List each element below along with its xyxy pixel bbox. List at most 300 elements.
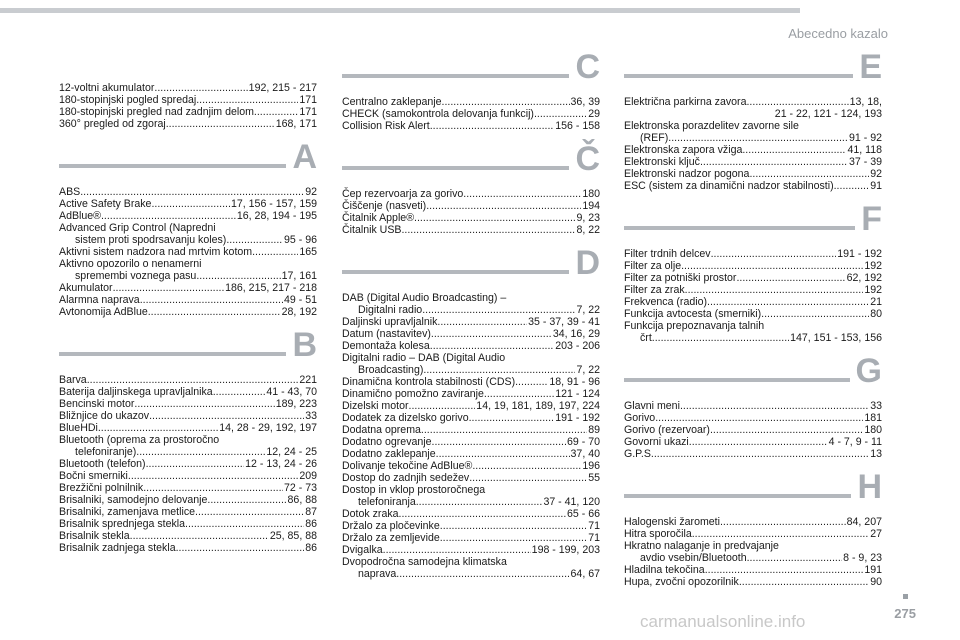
entry-term: Brezžični polnilnik	[59, 482, 144, 494]
entry-term: Baterija daljinskega upravljalnika	[59, 386, 213, 398]
index-entry	[59, 106, 317, 118]
entry-term: Brisalniki, samodejno delovanje	[59, 494, 208, 506]
index-entry	[59, 434, 317, 458]
entry-term: AdBlue®	[59, 210, 101, 222]
entry-term: Alarmna naprava	[59, 294, 140, 306]
index-entry	[624, 284, 882, 296]
section-letter: A	[286, 140, 317, 174]
index-entry	[624, 576, 882, 588]
entry-leader	[252, 246, 298, 258]
index-entry	[59, 94, 317, 106]
entry-term: Dodatna oprema	[342, 424, 421, 436]
entry-pages: 168, 171	[275, 118, 317, 130]
index-entry	[624, 248, 882, 260]
entry-pages: 191	[864, 564, 882, 576]
section-letter: G	[850, 354, 882, 388]
index-entry	[59, 198, 317, 210]
index-entry	[624, 320, 882, 344]
entry-leader	[534, 108, 587, 120]
entry-leader	[154, 82, 247, 94]
entry-term: Elektronski nadzor pogona	[624, 168, 750, 180]
index-entry	[624, 424, 882, 436]
entry-pages: 18, 91 - 96	[549, 376, 600, 388]
entry-term: Dodatno zaklepanje	[342, 448, 436, 460]
entry-pages: 90	[870, 576, 882, 588]
entry-pages: 186, 215, 217 - 218	[225, 282, 317, 294]
entry-term: Active Safety Brake	[59, 198, 152, 210]
section-header	[624, 468, 882, 506]
page-number: 275	[894, 606, 916, 621]
page-marker	[903, 594, 908, 599]
entry-pages-continued: 21 - 22, 121 - 124, 193	[774, 108, 882, 120]
index-entry	[624, 168, 882, 180]
entry-leader	[747, 552, 843, 564]
entry-pages: 181	[864, 412, 882, 424]
entry-leader	[166, 118, 275, 130]
entry-leader	[655, 412, 863, 424]
entry-term: Filter trdnih delcev	[624, 248, 711, 260]
entry-term: ABS	[59, 186, 81, 198]
entry-leader	[652, 332, 789, 344]
index-entry	[624, 260, 882, 272]
index-entry	[342, 292, 600, 316]
index-entry	[342, 376, 600, 388]
entry-term: Aktivno opozorilo o nenamerni	[59, 258, 202, 270]
entry-pages: 84, 207	[846, 516, 882, 528]
section-letter: D	[569, 246, 600, 280]
entry-pages: 71	[588, 520, 600, 532]
entry-pages: 95 - 96	[284, 234, 317, 246]
entry-pages: 171	[299, 94, 317, 106]
entry-term: Datum (nastavitev)	[342, 328, 431, 340]
section-letter: E	[853, 50, 882, 84]
entry-pages: 69 - 70	[567, 436, 600, 448]
entry-term: G.P.S.	[624, 448, 654, 460]
entry-term: Gorivo	[624, 412, 656, 424]
entry-term: CHECK (samokontrola delovanja funkcij)	[342, 108, 534, 120]
entry-leader	[469, 472, 587, 484]
index-entry	[59, 482, 317, 494]
entry-leader	[668, 132, 848, 144]
entry-pages: 41 - 43, 70	[266, 386, 317, 398]
entry-term: 180-stopinjski pogled spredaj	[59, 94, 197, 106]
index-entry	[59, 458, 317, 470]
entry-leader	[689, 436, 828, 448]
entry-pages: 49 - 51	[284, 294, 317, 306]
entry-subterm: telefoniranja	[358, 496, 416, 508]
entry-leader	[254, 106, 298, 118]
entry-pages: 65 - 66	[567, 508, 600, 520]
entry-term: Brisalniki, zamenjava metlice	[59, 506, 196, 518]
entry-term: Električna parkirna zavora	[624, 96, 747, 108]
entry-leader	[711, 248, 837, 260]
entry-leader	[739, 576, 869, 588]
entry-pages: 71	[588, 532, 600, 544]
entry-term: Frekvenca (radio)	[624, 296, 708, 308]
index-entry	[342, 436, 600, 448]
entry-pages: 7, 22	[576, 364, 600, 376]
entry-leader	[416, 496, 543, 508]
index-column-3	[624, 48, 882, 588]
entry-term: Elektronski ključ	[624, 156, 700, 168]
section-header	[59, 326, 317, 364]
entry-term: Aktivni sistem nadzora nad mrtvim kotom	[59, 246, 253, 258]
entry-pages: 28, 192	[281, 306, 317, 318]
entry-pages: 196	[582, 460, 600, 472]
entry-pages: 4 - 7, 9 - 11	[828, 436, 882, 448]
index-entry	[342, 352, 600, 376]
entry-term: Brisalnik stekla	[59, 530, 130, 542]
entry-leader	[437, 316, 527, 328]
entry-pages: 192	[864, 284, 882, 296]
entry-pages: 33	[305, 410, 317, 422]
entry-term: Halogenski žarometi	[624, 516, 720, 528]
chapter-title: Abecedno kazalo	[788, 26, 888, 41]
entry-pages: 29	[588, 108, 600, 120]
entry-leader	[463, 188, 581, 200]
entry-leader	[705, 564, 864, 576]
header-bar	[0, 8, 800, 13]
section-header	[342, 244, 600, 282]
entry-leader	[469, 412, 555, 424]
entry-term: Držalo za pločevinke	[342, 520, 440, 532]
entry-pages: 192	[864, 260, 882, 272]
entry-pages: 7, 22	[576, 304, 600, 316]
index-entry	[624, 400, 882, 412]
entry-term: Collision Risk Alert	[342, 120, 430, 132]
entry-leader	[196, 270, 280, 282]
index-entry	[59, 470, 317, 482]
entry-leader	[87, 374, 299, 386]
entry-term: Bluetooth (telefon)	[59, 458, 146, 470]
entry-leader	[680, 400, 869, 412]
entry-leader	[720, 516, 846, 528]
index-entry	[624, 272, 882, 284]
entry-pages: 14, 19, 181, 189, 197, 224	[476, 400, 600, 412]
entry-term: Glavni meni	[624, 400, 680, 412]
entry-leader	[140, 294, 283, 306]
section-divider	[624, 378, 882, 382]
entry-pages: 36, 39	[570, 96, 600, 108]
section-divider	[624, 74, 882, 78]
entry-leader	[710, 424, 863, 436]
entry-leader	[98, 422, 218, 434]
index-entry	[342, 340, 600, 352]
entry-pages: 80	[870, 308, 882, 320]
entry-term: Govorni ukazi	[624, 436, 689, 448]
entry-pages: 171	[299, 106, 317, 118]
entry-leader	[134, 398, 274, 410]
entry-pages: 92	[870, 168, 882, 180]
entry-leader	[176, 542, 305, 554]
entry-pages: 17, 161	[281, 270, 317, 282]
index-entry	[59, 494, 317, 506]
entry-subterm: Broadcasting)	[358, 364, 424, 376]
index-entry	[342, 424, 600, 436]
section-divider	[59, 164, 317, 168]
index-entry	[624, 564, 882, 576]
entry-leader	[742, 144, 846, 156]
index-entry	[624, 180, 882, 192]
entry-pages: 86, 88	[287, 494, 317, 506]
watermark: carmanualsonline.info	[640, 612, 806, 631]
entry-leader	[195, 506, 304, 518]
index-entry	[59, 186, 317, 198]
section-divider	[59, 352, 317, 356]
entry-leader	[151, 198, 230, 210]
index-entry	[342, 532, 600, 544]
entry-leader	[383, 544, 531, 556]
entry-term: Dvopodročna samodejna klimatska	[342, 556, 507, 568]
section-letter: F	[855, 202, 882, 236]
entry-pages: 13	[870, 448, 882, 460]
entry-pages: 21	[870, 296, 882, 308]
entry-term: Funkcija avtocesta (smerniki)	[624, 308, 762, 320]
index-entry	[342, 328, 600, 340]
entry-subterm: naprava	[358, 568, 397, 580]
entry-leader	[399, 508, 566, 520]
index-entry	[342, 520, 600, 532]
index-entry	[342, 544, 600, 556]
entry-pages: 180	[582, 188, 600, 200]
index-entry	[624, 448, 882, 460]
entry-leader	[761, 308, 869, 320]
entry-pages: 25, 85, 88	[269, 530, 317, 542]
entry-pages: 91 - 92	[849, 132, 882, 144]
index-entry	[342, 188, 600, 200]
index-entry	[624, 144, 882, 156]
entry-pages: 12 - 13, 24 - 26	[245, 458, 317, 470]
entry-leader	[685, 284, 864, 296]
entry-term: Centralno zaklepanje	[342, 96, 442, 108]
entry-term: Elektronska porazdelitev zavorne sile	[624, 120, 799, 132]
entry-leader	[440, 520, 587, 532]
index-entry	[59, 294, 317, 306]
index-entry	[342, 400, 600, 412]
entry-term: 180-stopinjski pregled nad zadnjim delom	[59, 106, 254, 118]
entry-term: Filter za zrak	[624, 284, 685, 296]
index-entry	[59, 506, 317, 518]
section-letter: B	[286, 328, 317, 362]
entry-pages: 14, 28 - 29, 192, 197	[219, 422, 317, 434]
entry-leader	[149, 410, 304, 422]
index-entry	[59, 410, 317, 422]
index-entry	[624, 296, 882, 308]
entry-pages: 209	[299, 470, 317, 482]
index-column-1	[59, 82, 317, 554]
entry-pages: 37 - 41, 120	[543, 496, 600, 508]
entry-subterm: telefoniranje)	[75, 446, 137, 458]
entry-term: Čitalnik Apple®	[342, 212, 414, 224]
entry-leader	[143, 482, 283, 494]
entry-pages: 12, 24 - 25	[266, 446, 317, 458]
entry-pages: 221	[299, 374, 317, 386]
entry-term: Čitalnik USB	[342, 224, 402, 236]
entry-pages: 86	[305, 518, 317, 530]
entry-pages: 55	[588, 472, 600, 484]
entry-pages: 37, 40	[570, 448, 600, 460]
entry-subterm: črt	[640, 332, 652, 344]
entry-pages: 191 - 192	[555, 412, 600, 424]
index-entry	[624, 96, 882, 120]
entry-leader	[196, 94, 298, 106]
index-entry	[624, 528, 882, 540]
entry-leader	[213, 386, 266, 398]
entry-term: Filter za potniški prostor	[624, 272, 737, 284]
entry-leader	[442, 96, 570, 108]
entry-term: Hkratno nalaganje in predvajanje	[624, 540, 779, 552]
entry-leader	[692, 528, 869, 540]
entry-pages: 194	[582, 200, 600, 212]
entry-pages: 203 - 206	[555, 340, 600, 352]
entry-pages: 121 - 124	[555, 388, 600, 400]
entry-term: Funkcija prepoznavanja talnih	[624, 320, 765, 332]
section-header	[342, 140, 600, 178]
index-entry	[342, 448, 600, 460]
entry-pages: 156 - 158	[555, 120, 600, 132]
index-entry	[342, 212, 600, 224]
index-entry	[59, 258, 317, 282]
entry-pages: 89	[588, 424, 600, 436]
section-header	[624, 48, 882, 86]
section-letter: Č	[569, 142, 600, 176]
entry-leader	[185, 518, 304, 530]
entry-leader	[128, 470, 298, 482]
entry-term: Brisalnik sprednjega stekla	[59, 518, 186, 530]
entry-leader	[515, 376, 548, 388]
entry-pages: 64, 67	[570, 568, 600, 580]
entry-pages: 92	[305, 186, 317, 198]
section-header	[624, 352, 882, 390]
index-entry	[59, 542, 317, 554]
entry-pages: 147, 151 - 153, 156	[790, 332, 882, 344]
section-divider	[624, 494, 882, 498]
entry-leader	[422, 304, 575, 316]
entry-subterm: sistem proti spodrsavanju koles)	[75, 234, 227, 246]
entry-term: Čiščenje (nasveti)	[342, 200, 427, 212]
entry-pages: 189, 223	[275, 398, 317, 410]
index-entry	[624, 436, 882, 448]
entry-pages: 180	[864, 424, 882, 436]
index-entry	[59, 282, 317, 294]
entry-term: Dostop in vklop prostoročnega	[342, 484, 486, 496]
section-header	[624, 200, 882, 238]
entry-term: Dodatno ogrevanje	[342, 436, 432, 448]
entry-term: Dinamična kontrola stabilnosti (CDS)	[342, 376, 516, 388]
index-entry	[342, 96, 600, 108]
entry-leader	[472, 460, 581, 472]
index-entry	[342, 224, 600, 236]
section-header	[342, 48, 600, 86]
index-entry	[342, 556, 600, 580]
entry-leader	[421, 424, 587, 436]
entry-pages: 191 - 192	[837, 248, 882, 260]
section-letter: C	[569, 50, 600, 84]
entry-term: BlueHDi	[59, 422, 98, 434]
entry-pages: 62, 192	[846, 272, 882, 284]
section-divider	[342, 74, 600, 78]
index-entry	[624, 308, 882, 320]
entry-pages: 198 - 199, 203	[531, 544, 600, 556]
entry-leader	[430, 340, 554, 352]
entry-subterm: Digitalni radio	[358, 304, 423, 316]
entry-term: Hitra sporočila	[624, 528, 692, 540]
entry-term: Dodatek za dizelsko gorivo	[342, 412, 469, 424]
entry-leader	[746, 96, 848, 108]
entry-term: Bočni smerniki	[59, 470, 128, 482]
entry-pages: 13, 18,	[849, 96, 882, 108]
entry-pages: 87	[305, 506, 317, 518]
entry-leader	[401, 224, 575, 236]
entry-term: Dvigalka	[342, 544, 383, 556]
entry-term: Bencinski motor	[59, 398, 135, 410]
section-divider	[624, 226, 882, 230]
entry-leader	[113, 282, 225, 294]
index-entry	[59, 118, 317, 130]
index-entry	[624, 120, 882, 144]
entry-term: Digitalni radio – DAB (Digital Audio	[342, 352, 506, 364]
index-entry	[342, 316, 600, 328]
entry-leader	[431, 328, 552, 340]
index-entry	[342, 108, 600, 120]
entry-term: Bluetooth (oprema za prostoročno	[59, 434, 220, 446]
entry-leader	[414, 212, 575, 224]
index-entry	[59, 210, 317, 222]
entry-leader	[736, 272, 845, 284]
entry-term: 12-voltni akumulator	[59, 82, 155, 94]
entry-subterm: spremembi voznega pasu	[75, 270, 197, 282]
entry-leader	[749, 168, 869, 180]
entry-term: Brisalnik zadnjega stekla	[59, 542, 176, 554]
index-entry	[59, 386, 317, 398]
index-entry	[59, 246, 317, 258]
entry-leader	[136, 446, 265, 458]
entry-subterm: avdio vsebin/Bluetooth	[640, 552, 747, 564]
entry-leader	[148, 306, 281, 318]
index-entry	[624, 412, 882, 424]
index-entry	[59, 222, 317, 246]
entry-pages: 192, 215 - 217	[248, 82, 317, 94]
entry-leader	[423, 364, 575, 376]
entry-term: Dizelski motor	[342, 400, 409, 412]
entry-pages: 41, 118	[847, 144, 882, 156]
entry-term: Bližnjice do ukazov	[59, 410, 150, 422]
entry-leader	[707, 296, 869, 308]
entry-pages: 37 - 39	[849, 156, 882, 168]
entry-pages: 34, 16, 29	[552, 328, 600, 340]
entry-term: 360° pregled od zgoraj	[59, 118, 166, 130]
entry-pages: 86	[305, 542, 317, 554]
entry-leader	[432, 436, 566, 448]
entry-term: Dinamično pomožno zaviranje	[342, 388, 484, 400]
section-divider	[342, 270, 600, 274]
entry-term: Dolivanje tekočine AdBlue®	[342, 460, 473, 472]
entry-leader	[440, 532, 587, 544]
entry-pages: 8 - 9, 23	[843, 552, 882, 564]
section-letter: H	[851, 470, 882, 504]
entry-term: ESC (sistem za dinamični nadzor stabilnosti)	[624, 180, 834, 192]
entry-term: Hladilna tekočina	[624, 564, 705, 576]
entry-term: Dotok zraka	[342, 508, 399, 520]
entry-pages: 16, 28, 194 - 195	[236, 210, 317, 222]
entry-pages: 165	[299, 246, 317, 258]
entry-term: Gorivo (rezervoar)	[624, 424, 710, 436]
index-entry	[59, 306, 317, 318]
entry-term: Dostop do zadnjih sedežev	[342, 472, 470, 484]
entry-pages: 35 - 37, 39 - 41	[528, 316, 600, 328]
index-entry	[342, 120, 600, 132]
entry-leader	[834, 180, 870, 192]
